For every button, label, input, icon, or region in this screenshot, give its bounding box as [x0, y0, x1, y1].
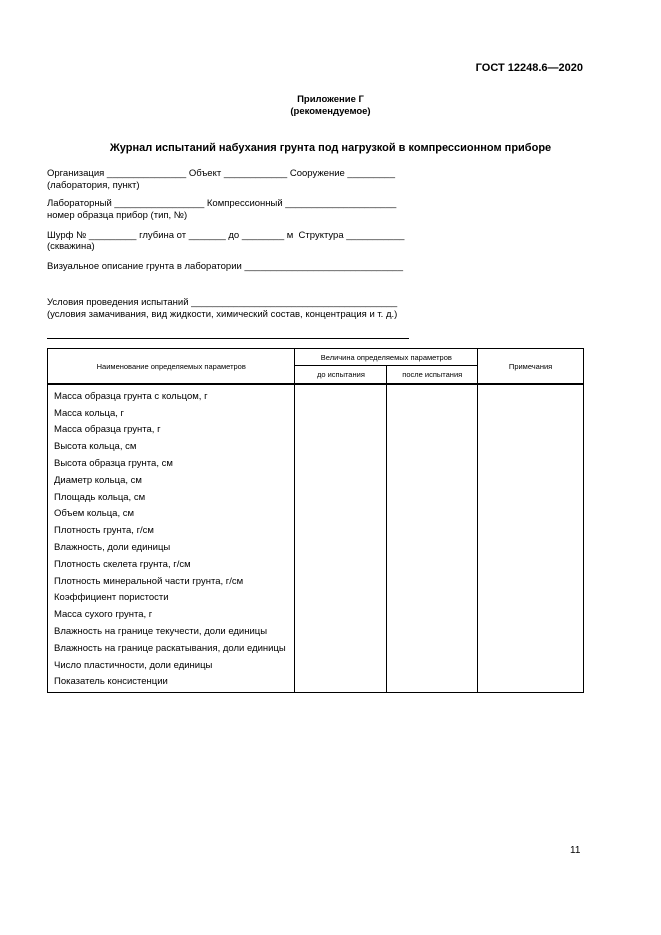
before-test-cell	[295, 623, 387, 640]
param-name-cell: Плотность скелета грунта, г/см	[48, 556, 295, 573]
param-name-cell: Плотность грунта, г/см	[48, 522, 295, 539]
after-test-cell	[387, 455, 478, 472]
page-number: 11	[570, 845, 581, 856]
before-test-cell	[295, 674, 387, 693]
header-notes: Примечания	[478, 349, 584, 385]
table-row	[48, 657, 584, 674]
param-name-cell: Масса сухого грунта, г	[48, 606, 295, 623]
table-row	[48, 590, 584, 607]
form-line-lab-number: Лабораторный _________________ Компрессионный _____________________	[47, 198, 397, 209]
before-test-cell	[295, 606, 387, 623]
notes-cell	[478, 556, 584, 573]
notes-cell	[478, 573, 584, 590]
notes-cell	[478, 438, 584, 455]
after-test-cell	[387, 573, 478, 590]
notes-cell	[478, 640, 584, 657]
table-row	[48, 623, 584, 640]
before-test-cell	[295, 455, 387, 472]
before-test-cell	[295, 590, 387, 607]
after-test-cell	[387, 472, 478, 489]
form-line-pit-note: (скважина)	[47, 241, 95, 252]
form-line-organization: Организация _______________ Объект ____________ Сооружение _________	[47, 168, 395, 179]
before-test-cell	[295, 657, 387, 674]
after-test-cell	[387, 422, 478, 439]
before-test-cell	[295, 422, 387, 439]
table-row	[48, 489, 584, 506]
table-row	[48, 539, 584, 556]
before-test-cell	[295, 573, 387, 590]
param-name-cell: Высота образца грунта, см	[48, 455, 295, 472]
before-test-cell	[295, 438, 387, 455]
table-row	[48, 438, 584, 455]
after-test-cell	[387, 556, 478, 573]
table-row	[48, 506, 584, 523]
param-name-cell: Влажность, доли единицы	[48, 539, 295, 556]
separator-line	[47, 338, 409, 339]
table-row	[48, 556, 584, 573]
notes-cell	[478, 455, 584, 472]
after-test-cell	[387, 539, 478, 556]
after-test-cell	[387, 405, 478, 422]
param-name-cell: Объем кольца, см	[48, 506, 295, 523]
notes-cell	[478, 405, 584, 422]
param-name-cell: Плотность минеральной части грунта, г/см	[48, 573, 295, 590]
notes-cell	[478, 472, 584, 489]
header-value: Величина определяемых параметров	[295, 349, 478, 366]
form-line-organization-note: (лаборатория, пункт)	[47, 180, 140, 191]
header-after-test: после испытания	[387, 366, 478, 385]
after-test-cell	[387, 640, 478, 657]
param-name-cell: Высота кольца, см	[48, 438, 295, 455]
before-test-cell	[295, 489, 387, 506]
table-row	[48, 455, 584, 472]
after-test-cell	[387, 489, 478, 506]
header-before-test: до испытания	[295, 366, 387, 385]
form-line-test-conditions: Условия проведения испытаний _______________________________________	[47, 297, 398, 308]
param-name-cell: Влажность на границе раскатывания, доли единицы	[48, 640, 295, 657]
param-name-cell: Площадь кольца, см	[48, 489, 295, 506]
param-name-cell: Коэффициент пористости	[48, 590, 295, 607]
header-param-name: Наименование определяемых параметров	[48, 349, 295, 385]
form-line-visual-description: Визуальное описание грунта в лаборатории ______________________________	[47, 261, 403, 272]
form-line-lab-number-note: номер образца прибор (тип, №)	[47, 210, 188, 221]
form-line-test-conditions-note: (условия замачивания, вид жидкости, химический состав, концентрация и т. д.)	[47, 309, 398, 320]
notes-cell	[478, 606, 584, 623]
notes-cell	[478, 674, 584, 693]
parameters-table	[47, 348, 584, 693]
param-name-cell: Масса образца грунта с кольцом, г	[48, 384, 295, 405]
before-test-cell	[295, 405, 387, 422]
after-test-cell	[387, 674, 478, 693]
param-name-cell: Влажность на границе текучести, доли единицы	[48, 623, 295, 640]
before-test-cell	[295, 640, 387, 657]
table-row	[48, 472, 584, 489]
after-test-cell	[387, 522, 478, 539]
after-test-cell	[387, 657, 478, 674]
notes-cell	[478, 422, 584, 439]
before-test-cell	[295, 522, 387, 539]
param-name-cell: Масса кольца, г	[48, 405, 295, 422]
after-test-cell	[387, 623, 478, 640]
after-test-cell	[387, 606, 478, 623]
notes-cell	[478, 539, 584, 556]
notes-cell	[478, 657, 584, 674]
table-row	[48, 422, 584, 439]
notes-cell	[478, 506, 584, 523]
table-row	[48, 573, 584, 590]
notes-cell	[478, 384, 584, 405]
notes-cell	[478, 590, 584, 607]
appendix-title: Приложение Г	[297, 94, 364, 105]
journal-title: Журнал испытаний набухания грунта под нагрузкой в компрессионном приборе	[109, 142, 552, 154]
appendix-subtitle: (рекомендуемое)	[290, 106, 371, 117]
before-test-cell	[295, 384, 387, 405]
notes-cell	[478, 489, 584, 506]
before-test-cell	[295, 472, 387, 489]
table-row	[48, 405, 584, 422]
param-name-cell: Масса образца грунта, г	[48, 422, 295, 439]
table-row	[48, 522, 584, 539]
after-test-cell	[387, 384, 478, 405]
after-test-cell	[387, 506, 478, 523]
param-name-cell: Показатель консистенции	[48, 674, 295, 693]
table-row	[48, 640, 584, 657]
appendix-heading	[0, 94, 661, 118]
standard-code: ГОСТ 12248.6—2020	[475, 62, 583, 74]
before-test-cell	[295, 539, 387, 556]
table-row	[48, 674, 584, 693]
before-test-cell	[295, 506, 387, 523]
table-row	[48, 384, 584, 405]
after-test-cell	[387, 590, 478, 607]
before-test-cell	[295, 556, 387, 573]
after-test-cell	[387, 438, 478, 455]
param-name-cell: Число пластичности, доли единицы	[48, 657, 295, 674]
notes-cell	[478, 522, 584, 539]
form-line-pit: Шурф № _________ глубина от _______ до ________ м Структура ___________	[47, 230, 405, 241]
notes-cell	[478, 623, 584, 640]
param-name-cell: Диаметр кольца, см	[48, 472, 295, 489]
table-row	[48, 606, 584, 623]
